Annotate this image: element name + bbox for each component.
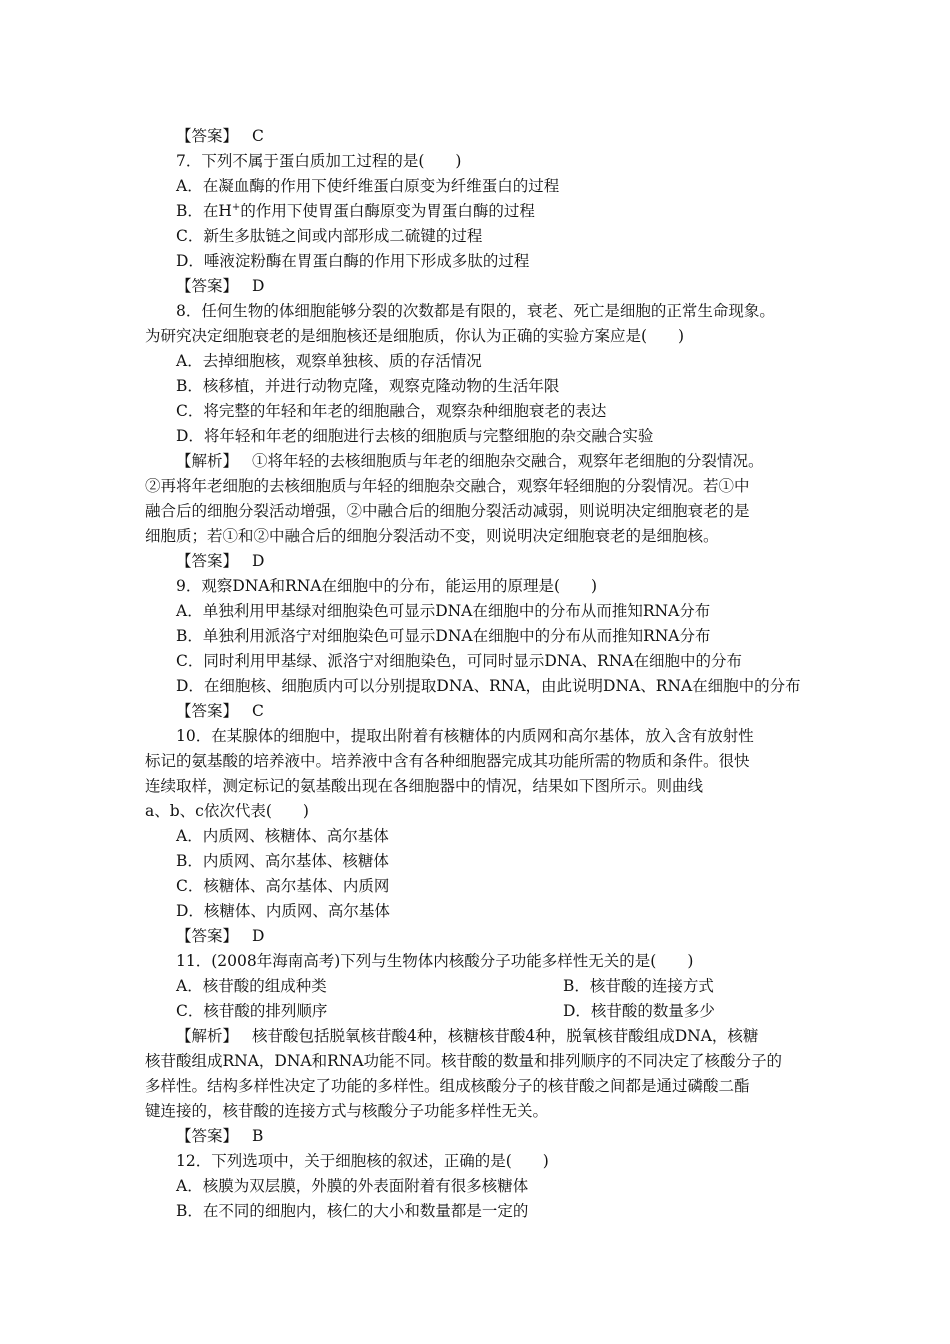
question-stem-q8-line2: 为研究决定细胞衰老的是细胞核还是细胞质，你认为正确的实验方案应是( ) xyxy=(145,327,685,345)
answer-value: D xyxy=(252,552,265,570)
option-q9-b: B．单独利用派洛宁对细胞染色可显示DNA在细胞中的分布从而推知RNA分布 xyxy=(176,627,711,645)
answer-value: D xyxy=(252,277,265,295)
analysis-q11-line3: 多样性。结构多样性决定了功能的多样性。组成核酸分子的核苷酸之间都是通过磷酸二酯 xyxy=(145,1077,750,1095)
answer-tag: 【答案】 xyxy=(176,127,239,145)
answer-tag: 【答案】 xyxy=(176,552,239,570)
analysis-q8-line4: 细胞质；若①和②中融合后的细胞分裂活动不变，则说明决定细胞衰老的是细胞核。 xyxy=(145,527,719,545)
analysis-tag: 【解析】 xyxy=(176,452,239,470)
options-row-q11-cd xyxy=(145,999,810,1024)
option-q7-b-rest: 的作用下使胃蛋白酶原变为胃蛋白酶的过程 xyxy=(240,202,535,220)
analysis-q8-line1 xyxy=(145,449,810,474)
option-q7-a: A．在凝血酶的作用下使纤维蛋白原变为纤维蛋白的过程 xyxy=(176,177,560,195)
question-stem-q7: 7．下列不属于蛋白质加工过程的是( ) xyxy=(176,152,462,170)
options-row-q11-ab xyxy=(145,974,810,999)
option-q9-d: D．在细胞核、细胞质内可以分别提取DNA、RNA，由此说明DNA、RNA在细胞中的分布 xyxy=(176,677,801,695)
option-q9-a: A．单独利用甲基绿对细胞染色可显示DNA在细胞中的分布从而推知RNA分布 xyxy=(176,602,711,620)
answer-value: C xyxy=(252,702,264,720)
question-stem-q11: 11．(2008年海南高考)下列与生物体内核酸分子功能多样性无关的是( ) xyxy=(176,952,694,970)
analysis-q11-line4: 键连接的，核苷酸的连接方式与核酸分子功能多样性无关。 xyxy=(145,1102,549,1120)
option-q8-a: A．去掉细胞核，观察单独核、质的存活情况 xyxy=(176,352,482,370)
answer-line-q9 xyxy=(145,699,810,724)
option-q8-d: D．将年轻和年老的细胞进行去核的细胞质与完整细胞的杂交融合实验 xyxy=(176,427,654,445)
superscript-plus: + xyxy=(231,202,241,213)
question-stem-q10-line4: a、b、c依次代表( ) xyxy=(145,802,309,820)
option-q7-c: C．新生多肽链之间或内部形成二硫键的过程 xyxy=(176,227,483,245)
question-stem-q12: 12．下列选项中，关于细胞核的叙述，正确的是( ) xyxy=(176,1152,549,1170)
option-q12-b: B．在不同的细胞内，核仁的大小和数量都是一定的 xyxy=(176,1202,529,1220)
analysis-q11-line2: 核苷酸组成RNA，DNA和RNA功能不同。核苷酸的数量和排列顺序的不同决定了核酸分子的 xyxy=(145,1052,783,1070)
analysis-text: ①将年轻的去核细胞质与年老的细胞杂交融合，观察年老细胞的分裂情况。 xyxy=(252,452,764,470)
option-q8-b: B．核移植，并进行动物克隆，观察克隆动物的生活年限 xyxy=(176,377,560,395)
option-q11-b: B．核苷酸的连接方式 xyxy=(563,977,714,995)
answer-line-q8 xyxy=(145,549,810,574)
answer-value: B xyxy=(252,1127,264,1145)
question-stem-q10-line1: 10．在某腺体的细胞中，提取出附着有核糖体的内质网和高尔基体，放入含有放射性 xyxy=(176,727,754,745)
option-q10-d: D．核糖体、内质网、高尔基体 xyxy=(176,902,390,920)
question-stem-q10-line3: 连续取样，测定标记的氨基酸出现在各细胞器中的情况，结果如下图所示。则曲线 xyxy=(145,777,704,795)
answer-tag: 【答案】 xyxy=(176,1127,239,1145)
option-q12-a: A．核膜为双层膜，外膜的外表面附着有很多核糖体 xyxy=(176,1177,529,1195)
option-q10-a: A．内质网、核糖体、高尔基体 xyxy=(176,827,389,845)
document-content xyxy=(145,124,810,1224)
answer-tag: 【答案】 xyxy=(176,277,239,295)
option-q9-c: C．同时利用甲基绿、派洛宁对细胞染色，可同时显示DNA、RNA在细胞中的分布 xyxy=(176,652,742,670)
answer-tag: 【答案】 xyxy=(176,927,239,945)
answer-line-q7 xyxy=(145,274,810,299)
analysis-text: 核苷酸包括脱氧核苷酸4种，核糖核苷酸4种，脱氧核苷酸组成DNA，核糖 xyxy=(252,1027,759,1045)
option-q7-d: D．唾液淀粉酶在胃蛋白酶的作用下形成多肽的过程 xyxy=(176,252,530,270)
answer-line-q11 xyxy=(145,1124,810,1149)
option-q10-c: C．核糖体、高尔基体、内质网 xyxy=(176,877,390,895)
option-q7-b-start: B．在H xyxy=(176,202,232,220)
answer-value: D xyxy=(252,927,265,945)
answer-line-q6 xyxy=(145,124,810,149)
answer-line-q10 xyxy=(145,924,810,949)
option-q8-c: C．将完整的年轻和年老的细胞融合，观察杂种细胞衰老的表达 xyxy=(176,402,607,420)
option-q11-d: D．核苷酸的数量多少 xyxy=(563,1002,715,1020)
question-stem-q10-line2: 标记的氨基酸的培养液中。培养液中含有各种细胞器完成其功能所需的物质和条件。很快 xyxy=(145,752,750,770)
analysis-q8-line2: ②再将年老细胞的去核细胞质与年轻的细胞杂交融合，观察年轻细胞的分裂情况。若①中 xyxy=(145,477,750,495)
answer-value: C xyxy=(252,127,264,145)
analysis-q11-line1 xyxy=(145,1024,810,1049)
question-stem-q9: 9．观察DNA和RNA在细胞中的分布，能运用的原理是( ) xyxy=(176,577,598,595)
option-q11-a: A．核苷酸的组成种类 xyxy=(176,977,327,995)
question-stem-q8-line1: 8．任何生物的体细胞能够分裂的次数都是有限的，衰老、死亡是细胞的正常生命现象。 xyxy=(176,302,775,320)
option-q7-b xyxy=(145,199,810,224)
analysis-q8-line3: 融合后的细胞分裂活动增强，②中融合后的细胞分裂活动减弱，则说明决定细胞衰老的是 xyxy=(145,502,750,520)
analysis-tag: 【解析】 xyxy=(176,1027,239,1045)
option-q10-b: B．内质网、高尔基体、核糖体 xyxy=(176,852,389,870)
answer-tag: 【答案】 xyxy=(176,702,239,720)
option-q11-c: C．核苷酸的排列顺序 xyxy=(176,1002,328,1020)
